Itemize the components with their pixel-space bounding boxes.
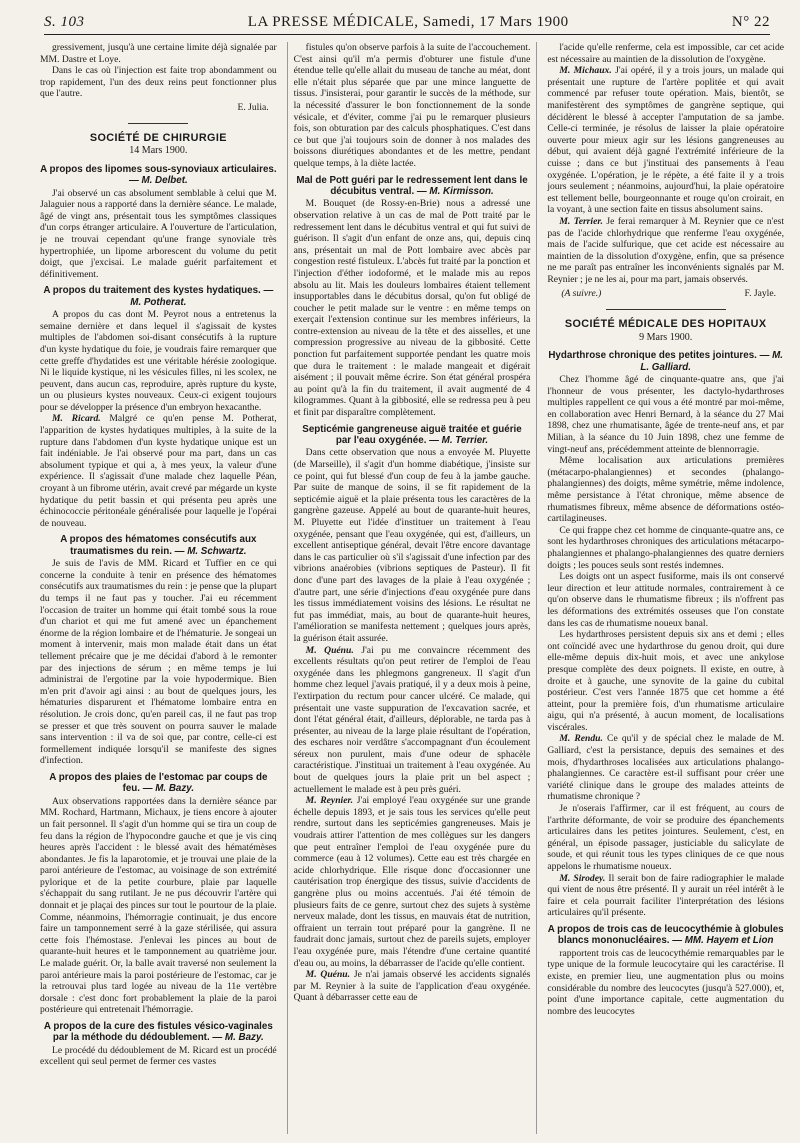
paragraph: Dans cette observation que nous a envoyée M. Pluyette (de Marseille), il s'agit d'un homme diabétique, j'insiste sur ce point, qui fut blessé d'un coup de feu à la jambe gauche. Par suite de manque de soins, il se fit rapidement de la septicémie aiguë et la plaie présenta tous les caractères de la gangrène gazeuse. Appelé au bout de quarante-huit heures, M. Pluyette eut l'idée d'instituer un traitement à l'eau oxygénée, pensant que l'eau oxygénée, qui est, d'ailleurs, un excellent antiseptique général, devait l'être encore davantage dans le cas particulier où s'il s'agissait d'une infection par des vibrions anaérobies (vibrions septiques de Pasteur). Il fit donc d'une part des lavages de la plaie à l'eau oxygénée ; d'autre part, une série d'injections d'eau oxygénée pure dans les tissus immédiatement voisins des lésions. Le résultat ne fut pas immédiat, mais, au bout de quarante-huit heures, l'amélioration se manifesta nettement ; quelques jours après, la guérison était assurée. (293, 447, 531, 644)
paragraph: A propos du cas dont M. Peyrot nous a entretenus la semaine dernière et dans lequel il s'agissait de kystes multiples de l'abdomen soi-disant consécutifs à la rupture d'un kyste hydatique du foie, je voudrais faire remarquer que cette greffe d'hydatides est une véritable hérésie zoologique. Ni le liquide kystique, ni les vésicules filles, ni les scolex, ne peuvent, dans aucun cas, reproduire, après rupture du kyste, un ou plusieurs kystes nouveaux. Ceux-ci exigent toujours pour se développer la présence d'un embryon hexacanthe. (40, 309, 277, 413)
paragraph: Dans le cas où l'injection est faite trop abondamment ou trop rapidement, l'un des deux reins peut fonctionner plus que l'autre. (40, 65, 277, 100)
paragraph: fistules qu'on observe parfois à la suite de l'accouchement. C'est ainsi qu'il m'a permis d'obturer une fistule d'une étendue telle qu'elle allait du museau de tanche au méat, dont elle n'était plus séparée que par une mince languette de tissus. J'insisterai, pour garantir le succès de la méthode, sur la nécessité d'assurer le bon fonctionnement de la sonde vésicale, et d'éviter, comme j'ai pu le remarquer plusieurs fois, son obturation par des calculs phosphatiques. C'est dans ce but que j'ai toujours soin de donner à nos malades des boissons diurétiques abondantes et de les mettre, pendant quelque temps, à la diète lactée. (293, 42, 531, 169)
paragraph: Aux observations rapportées dans la dernière séance par MM. Rochard, Hartmann, Michaux, je tiens encore à ajouter un fait personnel. Il s'agit d'un homme qui se tira un coup de feu dans la région de l'hypocondre gauche et que je vis cinq heures après l'accident : le blessé avait des hématémèses abondantes. Je fis la laparotomie, et je trouvai une plaie de la paroi antérieure de l'estomac, au voisinage de son extrémité pylorique et de la petite courbure, plaie par laquelle s'échappait du sang rutilant. Je ne pus découvrir l'artère qui donnait et je plaçai des pinces sur tout le pourtour de la plaie. Comme, néanmoins, l'hémorragie continuait, je dus encore faire un tamponnement serré à la gaze stérilisée, qui assura cette fois l'hémostase. J'enlevai les pinces au bout de quarante-huit heures et le tamponnement au quatrième jour. Le malade guérit. Or, la balle avait traversé non seulement la paroi antérieure mais la paroi postérieure de l'estomac, car je la retrouvai plus tard logée au niveau de la 11e vertèbre dorsale : c'est donc fort probablement la plaie de la paroi postérieure qui entretenait l'hémorragie. (40, 795, 277, 1016)
paragraph: rapportent trois cas de leucocythémie remarquables par le type unique de la formule leucocytaire qui les caractérise. Il existe, en premier lieu, une augmentation plus ou moins considérable du nombre des leucocytes (jusqu'à 527.000), et, point d'une importance capitale, cette augmentation du nombre des leucocytes (547, 947, 785, 1017)
column-left (40, 42, 277, 1134)
article-heading: A propos des plaies de l'estomac par coups de feu. — M. Bazy. (49, 771, 268, 795)
paragraph: M. Quénu. Je n'ai jamais observé les accidents signalés par M. Reynier à la suite de l'application d'eau oxygénée. Quant à débarrasser cette eau de (293, 969, 531, 1004)
article-heading: Hydarthrose chronique des petites jointures. — M. L. Galliard. (548, 350, 783, 373)
paragraph: Les hydarthroses persistent depuis six ans et demi ; elles ont coïncidé avec une hydarthrose du genou droit, qui dure elle-même depuis dix-huit mois, et avec une ankylose presque complète des deux poignets. Il existe, en outre, à droite et à gauche, une synovite de la gaine du cubital postérieur. C'est vers l'année 1875 que cet homme a été atteint, pour la première fois, d'un rhumatisme articulaire aigu, qui n'a présenté, à aucun moment, de localisations viscérales. (547, 629, 785, 733)
article-columns (40, 42, 784, 1134)
article-heading: A propos de la cure des fistules vésico-vaginales par la méthode du dédoublement. — M. Bazy. (43, 1021, 273, 1044)
paragraph: M. Reynier. J'ai employé l'eau oxygénée sur une grande échelle depuis 1893, et je sais tous les services qu'elle peut rendre, surtout dans les septicémies gangreneuses. Mais je voudrais attirer l'attention de mes collègues sur les dangers que peut entraîner l'emploi de l'eau oxygénée pure du commerce (eau à 12 volumes). Cette eau est très chargée en acide chlorhydrique. Elle risque donc d'occasionner une cautérisation trop énergique des tissus, suivie d'accidents de gangrène plus ou moins accentués. J'ai été témoin de plusieurs faits de ce genre, surtout chez des sujets à système nerveux malade, dont les tissus, en mauvais état de nutrition, offraient un terrain tout préparé pour la gangrène. Il ne faudrait donc jamais, surtout chez de pareils sujets, employer l'eau oxygénée pure, mais l'étendre d'une certaine quantité d'eau ou, au moins, la débarrasser de l'acide qu'elle contient. (293, 795, 531, 969)
paragraph: Les doigts ont un aspect fusiforme, mais ils ont conservé leur direction et leur attitude normales, contrairement à ce qu'on observe dans le rhumatisme fibreux ; ils n'offrent pas les déformations des extrémités osseuses que l'on constate dans les cas de rhumatisme noueux banal. (547, 571, 785, 629)
section-date: 14 Mars 1900. (129, 145, 188, 157)
paragraph: M. Quénu. J'ai pu me convaincre récemment des excellents résultats qu'on peut retirer de l'emploi de l'eau oxygénée dans les phlegmons gangreneux. Il s'agit d'un homme chez lequel j'avais pratiqué, il y a deux mois à peine, l'extirpation du rectum pour cancer ulcéré. Ce malade, qui présentait une vaste suppuration de l'excavation sacrée, et dont l'état général était, d'ailleurs, déplorable, ne tarda pas à présenter, au niveau de la large plaie résultant de l'opération, des eschares noir verdâtre s'accompagnant d'un écoulement séreux non purulent, mais d'une odeur de sphacèle caractéristique. J'instituai un traitement à l'eau oxygénée. Au bout de quelques jours la plaie prit un bel aspect ; actuellement le malade est à peu près guéri. (293, 644, 531, 795)
paragraph: M. Bouquet (de Rossy-en-Brie) nous a adressé une observation relative à un cas de mal de Pott traité par le redressement lent dans le décubitus ventral et qui fut suivi de guérison. Il s'agit d'un enfant de onze ans, qui, depuis cinq ans, présentait un mal de Pott lombaire avec abcès par congestion resté fistuleux. L'abcès fut traité par la ponction et l'injection d'éther iodoformé, et le malade mis au repos absolu au lit. Mais les douleurs lombaires étaient tellement insupportables dans le décubitus dorsal, qu'on fut obligé de coucher le petit malade sur le ventre : en même temps on exerçait l'extension continue sur les membres inférieurs, la contre-extension au niveau de la tête et des aisselles, et une compression progressive au niveau de la gibbosité. Cette ponction fut parfaitement supportée pendant les quatre mois que dura le traitement : le malade mangeait et digérait aisément ; il pouvait même écrire. Son état général prospéra au point qu'à la fin du traitement, il avait augmenté de 4 kilogrammes. Quant à la gibbosité, elle se redressa peu à peu et finit par disparaître complètement. (293, 198, 531, 419)
section-title: SOCIÉTÉ DE CHIRURGIE (89, 131, 227, 144)
paragraph: Le procédé du dédoublement de M. Ricard est un procédé excellent qui seul permet de fermer ces vastes (40, 1044, 277, 1068)
paragraph: Je suis de l'avis de MM. Ricard et Tuffier en ce qui concerne la conduite à tenir en présence des hématomes consécutifs aux traumatismes du rein : je pense que la plupart du temps il ne faut pas y toucher. J'ai eu récemment l'occasion de traiter un homme qui était tombé sous la roue d'un chariot et qui me fut amené avec un épanchement énorme de la région lombaire et de l'hématurie. Je songeai un moment à intervenir, mais mon malade était dans un état tellement précaire que je me décidai d'abord à le remonter par des injections de sérum ; en même temps je lui administrai de l'ergotine par la voie hypodermique. Bien m'en prit d'avoir agi ainsi : au bout de quelques jours, les hématuries disparurent et l'hématome lombaire entra en résolution. Je crois donc, qu'en pareil cas, il ne faut pas trop se presser et que très souvent on pourra sauver le malade sans intervention : il va de soi que, par contre, celle-ci est formellement indiquée lorsqu'il se manifeste des signes d'infection. (40, 558, 277, 767)
column-right (547, 42, 784, 1134)
paragraph: M. Sirodey. Il serait bon de faire radiographier le malade qui vient de nous être présenté. Il y aurait un réel intérêt à le faire et cela pourrait faciliter l'interprétation des lésions articulaires qu'il présente. (547, 872, 785, 919)
section-title: SOCIÉTÉ MÉDICALE DES HOPITAUX (564, 318, 767, 331)
paragraph: J'ai observé un cas absolument semblable à celui que M. Jalaguier nous a rapporté dans la dernière séance. Le malade, âgé de vingt ans, présentait tous les symptômes classiques d'un corps étranger articulaire. A l'ouverture de l'articulation, je ne trouvai cependant qu'une frange synoviale très hypertrophiée, un lipome arborescent du volume du petit doigt, que j'excisai. Le malade guérit parfaitement et définitivement. (40, 187, 277, 280)
journal-title: LA PRESSE MÉDICALE, Samedi, 17 Mars 1900 (247, 13, 569, 30)
article-heading: A propos des lipomes sous-synoviaux articulaires. — M. Delbet. (40, 163, 277, 187)
paragraph: Ce qui frappe chez cet homme de cinquante-quatre ans, ce sont les hydarthroses chroniques des articulations métacarpo-phalangiennes et phalango-phalangiennes des quatre derniers doigts ; les pouces seuls sont restés indemnes. (547, 524, 785, 571)
paragraph: l'acide qu'elle renferme, cela est impossible, car cet acide est nécessaire au maintien de la dissolution de l'oxygène. (547, 42, 785, 65)
paragraph: gressivement, jusqu'à une certaine limite déjà signalée par MM. Dastre et Loye. (40, 42, 277, 65)
article-heading: A propos de trois cas de leucocythémie à globules blancs mononucléaires. — MM. Hayem et Lion (547, 923, 784, 947)
paragraph: Même localisation aux articulations premières (métacarpo-phalangiennes) et secondes (phalango-phalangiennes) des doigts, même symétrie, même indolence, même persistance à l'état chronique, même absence de rhumatismes fibreux, même absence de déformations ostéo-cartilagineuses. (547, 455, 785, 525)
issue-number: N° 22 (731, 13, 770, 30)
article-heading: Septicémie gangreneuse aiguë traitée et guérie par l'eau oxygénée. — M. Terrier. (302, 423, 522, 447)
to-be-continued: (A suivre.) (561, 288, 602, 300)
article-heading: A propos des hématomes consécutifs aux traumatismes du rein. — M. Schwartz. (60, 534, 257, 557)
signature: F. Jayle. (744, 288, 777, 300)
paragraph: M. Ricard. Malgré ce qu'en pense M. Potherat, l'apparition de kystes hydatiques multiples, à la suite de la rupture dans l'abdomen d'un kyste hydatique unique est un fait indéniable. Je l'ai observé pour ma part, dans un cas absolument typique et qui a, à mes yeux, la valeur d'une expérience. Il s'agissait d'une malade chez laquelle Péan, croyant à un fibrome utérin, avait crevé par mégarde un kyste hydatique du petit bassin et qui présenta peu après une échinococcie péritonéale généralisée pour laquelle je l'opérai de nouveau. (40, 413, 277, 529)
article-heading: A propos du traitement des kystes hydatiques. — M. Potherat. (43, 285, 274, 308)
paragraph: M. Rendu. Ce qu'il y de spécial chez le malade de M. Galliard, c'est la persistance, depuis des semaines et des mois, d'hydarthroses localisées aux articulations phalango-phalangiennes. Ce caractère est-il suffisant pour créer une variété clinique dans le groupe des malades atteints de rhumatisme chronique ? (547, 733, 785, 803)
article-heading: Mal de Pott guéri par le redressement lent dans le décubitus ventral. — M. Kirmisson. (296, 174, 528, 197)
divider (606, 309, 726, 310)
paragraph: Je n'oserais l'affirmer, car il est fréquent, au cours de l'arthrite déformante, de voir se produire des épanchements articulaires dans les petites jointures. Seulement, c'est, en général, un épisode passager, justiciable du salicylate de soude, et qui réunit tous les types cliniques de ce que nous appelons le rhumatisme noueux. (547, 803, 785, 872)
column-middle (287, 42, 538, 1134)
paragraph: Chez l'homme âgé de cinquante-quatre ans, que j'ai l'honneur de vous présenter, les dactylo-hydarthroses multiples rappellent ce qui vous a été montré par moi-même, en collaboration avec Henri Bernard, à la séance du 27 Mai 1898, chez une rhumatisante, âgée de trente-neuf ans, et par Milian, à la séance du 10 Juin 1898, chez une femme de vingt-neuf ans, précédemment atteinte de blennorragie. (547, 374, 785, 455)
article-footer (561, 288, 776, 300)
divider (128, 123, 188, 124)
page-number: S. 103 (44, 13, 85, 30)
section-date: 9 Mars 1900. (639, 331, 693, 343)
page-header (44, 10, 770, 35)
paragraph: M. Michaux. J'ai opéré, il y a trois jours, un malade qui présentait une rupture de l'artère poplitée et qui avait commencé par refuser toute opération. Mais, bientôt, se manifestèrent des symptômes de gangrène septique, qui décidèrent le blessé à accepter l'amputation de sa jambe. Celle-ci terminée, je résolus de laisser la plaie opératoire ouverte pour mieux agir sur les lésions gangreneuses au début, qui avaient déjà gagné l'extrémité inférieure de la cuisse ; dans ce but j'instituai des pansements à l'eau oxygénée. L'opération, je le répète, a été faite il y a trois jours seulement ; néanmoins, aujourd'hui, la plaie opératoire est tellement belle, bourgeonnante et rouge qu'on croirait, en la voyant, à une section faite en tissus absolument sains. (547, 65, 785, 216)
paragraph: M. Terrier. Je ferai remarquer à M. Reynier que ce n'est pas de l'acide chlorhydrique que renferme l'eau oxygénée, mais de l'acide sulfurique, que cet acide est nécessaire au maintien de la dissolution d'oxygène, enfin, que sa présence ne me paraît pas entraîner les inconvénients signalés par M. Reynier ; je ne les ai, pour ma part, jamais observés. (547, 215, 785, 285)
signature: E. Julia. (237, 101, 269, 113)
